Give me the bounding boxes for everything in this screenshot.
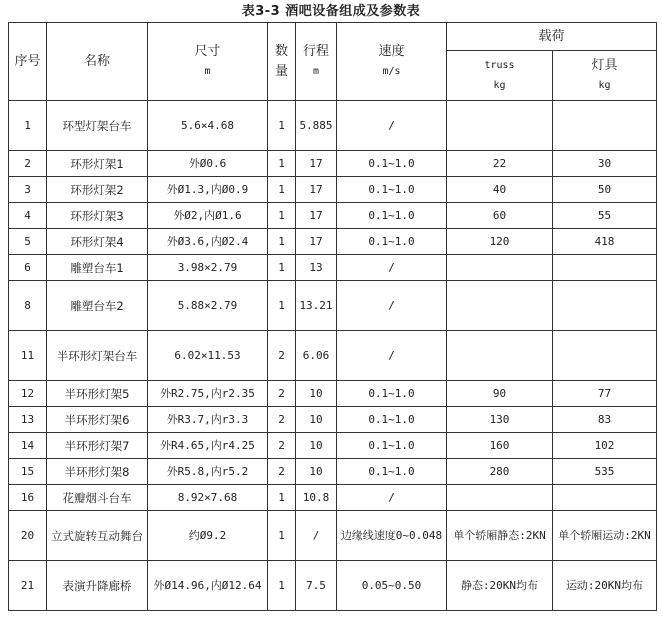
cell-travel: 17 — [296, 151, 337, 177]
header-lights-label: 灯具 — [591, 57, 618, 73]
cell-name: 雕塑台车1 — [47, 255, 148, 281]
cell-seq: 8 — [9, 281, 47, 331]
cell-lights: 102 — [553, 433, 657, 459]
cell-qty: 1 — [268, 561, 296, 611]
cell-qty: 1 — [268, 151, 296, 177]
cell-lights: 77 — [553, 381, 657, 407]
cell-qty: 2 — [268, 381, 296, 407]
table-row — [9, 459, 657, 485]
table-row — [9, 177, 657, 203]
cell-size: 外R4.65,内r4.25 — [148, 433, 268, 459]
cell-travel: 17 — [296, 229, 337, 255]
cell-truss — [447, 485, 553, 511]
cell-size: 6.02×11.53 — [148, 331, 268, 381]
cell-lights — [553, 485, 657, 511]
cell-name: 半环形灯架7 — [47, 433, 148, 459]
cell-speed: 0.1~1.0 — [337, 381, 447, 407]
table-row — [9, 407, 657, 433]
cell-qty: 1 — [268, 229, 296, 255]
cell-truss: 90 — [447, 381, 553, 407]
header-travel-unit: m — [312, 65, 320, 77]
cell-size: 3.98×2.79 — [148, 255, 268, 281]
cell-travel: 13.21 — [296, 281, 337, 331]
cell-size: 外Ø0.6 — [148, 151, 268, 177]
cell-name: 环形灯架4 — [47, 229, 148, 255]
header-size-unit: m — [204, 65, 211, 77]
table-row — [9, 381, 657, 407]
cell-lights: 535 — [553, 459, 657, 485]
cell-qty: 2 — [268, 331, 296, 381]
cell-seq: 3 — [9, 177, 47, 203]
cell-speed: 0.1~1.0 — [337, 203, 447, 229]
cell-speed: 0.1~1.0 — [337, 151, 447, 177]
cell-name: 环型灯架台车 — [47, 101, 148, 151]
table-body — [9, 101, 657, 611]
cell-travel: 6.06 — [296, 331, 337, 381]
cell-seq: 14 — [9, 433, 47, 459]
cell-size: 外R3.7,内r3.3 — [148, 407, 268, 433]
table-row — [9, 281, 657, 331]
cell-size: 外Ø2,内Ø1.6 — [148, 203, 268, 229]
cell-lights: 83 — [553, 407, 657, 433]
cell-lights: 55 — [553, 203, 657, 229]
table-row — [9, 561, 657, 611]
header-lights — [553, 51, 657, 101]
table-row — [9, 511, 657, 561]
cell-size: 外Ø1.3,内Ø0.9 — [148, 177, 268, 203]
header-name: 名称 — [47, 23, 148, 101]
cell-qty: 2 — [268, 407, 296, 433]
cell-name: 环形灯架1 — [47, 151, 148, 177]
cell-truss — [447, 101, 553, 151]
cell-seq: 13 — [9, 407, 47, 433]
cell-seq: 16 — [9, 485, 47, 511]
cell-lights: 418 — [553, 229, 657, 255]
cell-travel: 7.5 — [296, 561, 337, 611]
cell-qty: 1 — [268, 177, 296, 203]
cell-qty: 2 — [268, 459, 296, 485]
cell-speed: 0.05~0.50 — [337, 561, 447, 611]
cell-seq: 4 — [9, 203, 47, 229]
cell-name: 半环形灯架台车 — [47, 331, 148, 381]
cell-truss: 静态:20KN均布 — [447, 561, 553, 611]
cell-speed: 0.1~1.0 — [337, 407, 447, 433]
cell-travel: 17 — [296, 177, 337, 203]
cell-truss: 160 — [447, 433, 553, 459]
header-truss — [447, 51, 553, 101]
equipment-table — [8, 22, 657, 611]
header-speed — [337, 23, 447, 101]
cell-lights — [553, 281, 657, 331]
table-row — [9, 433, 657, 459]
cell-travel: / — [296, 511, 337, 561]
table-row — [9, 255, 657, 281]
cell-travel: 10 — [296, 459, 337, 485]
cell-seq: 20 — [9, 511, 47, 561]
cell-seq: 11 — [9, 331, 47, 381]
table-row — [9, 101, 657, 151]
cell-travel: 10 — [296, 433, 337, 459]
cell-lights — [553, 255, 657, 281]
cell-speed: / — [337, 331, 447, 381]
cell-seq: 2 — [9, 151, 47, 177]
cell-travel: 17 — [296, 203, 337, 229]
cell-speed: 0.1~1.0 — [337, 433, 447, 459]
cell-qty: 1 — [268, 511, 296, 561]
cell-lights: 30 — [553, 151, 657, 177]
cell-speed: 0.1~1.0 — [337, 177, 447, 203]
cell-truss — [447, 255, 553, 281]
table-row — [9, 485, 657, 511]
cell-truss — [447, 331, 553, 381]
cell-qty: 1 — [268, 485, 296, 511]
header-lights-unit: kg — [598, 79, 611, 91]
table-caption: 表3-3 酒吧设备组成及参数表 — [241, 4, 421, 19]
cell-speed: 0.1~1.0 — [337, 459, 447, 485]
cell-speed: / — [337, 101, 447, 151]
cell-speed: 边缘线速度0~0.048 — [337, 511, 447, 561]
cell-size: 8.92×7.68 — [148, 485, 268, 511]
header-load: 载荷 — [447, 23, 657, 51]
cell-size: 外R2.75,内r2.35 — [148, 381, 268, 407]
cell-name: 环形灯架2 — [47, 177, 148, 203]
table-row — [9, 151, 657, 177]
header-truss-unit: kg — [493, 79, 506, 91]
cell-name: 半环形灯架8 — [47, 459, 148, 485]
cell-truss: 40 — [447, 177, 553, 203]
cell-name: 环形灯架3 — [47, 203, 148, 229]
table-row — [9, 229, 657, 255]
cell-qty: 1 — [268, 101, 296, 151]
cell-size: 5.88×2.79 — [148, 281, 268, 331]
cell-speed: 0.1~1.0 — [337, 229, 447, 255]
cell-seq: 6 — [9, 255, 47, 281]
cell-truss: 280 — [447, 459, 553, 485]
cell-truss: 22 — [447, 151, 553, 177]
cell-speed: / — [337, 485, 447, 511]
cell-seq: 5 — [9, 229, 47, 255]
cell-travel: 10 — [296, 381, 337, 407]
cell-truss: 60 — [447, 203, 553, 229]
cell-qty: 1 — [268, 203, 296, 229]
cell-seq: 1 — [9, 101, 47, 151]
cell-name: 雕塑台车2 — [47, 281, 148, 331]
cell-lights — [553, 101, 657, 151]
cell-name: 半环形灯架6 — [47, 407, 148, 433]
header-speed-unit: m/s — [382, 65, 401, 77]
table-row — [9, 331, 657, 381]
header-seq: 序号 — [9, 23, 47, 101]
cell-travel: 10.8 — [296, 485, 337, 511]
cell-travel: 13 — [296, 255, 337, 281]
cell-truss — [447, 281, 553, 331]
cell-lights: 50 — [553, 177, 657, 203]
cell-lights: 运动:20KN均布 — [553, 561, 657, 611]
cell-size: 外Ø14.96,内Ø12.64 — [148, 561, 268, 611]
cell-speed: / — [337, 281, 447, 331]
header-travel-label: 行程 — [302, 43, 329, 59]
cell-truss: 130 — [447, 407, 553, 433]
cell-truss: 120 — [447, 229, 553, 255]
cell-size: 外R5.8,内r5.2 — [148, 459, 268, 485]
cell-name: 花瓣烟斗台车 — [47, 485, 148, 511]
header-size — [148, 23, 268, 101]
cell-qty: 1 — [268, 255, 296, 281]
cell-name: 立式旋转互动舞台 — [47, 511, 148, 561]
header-speed-label: 速度 — [378, 43, 405, 59]
cell-size: 外Ø3.6,内Ø2.4 — [148, 229, 268, 255]
cell-speed: / — [337, 255, 447, 281]
header-truss-label: truss — [484, 59, 515, 71]
cell-lights: 单个轿厢运动:2KN — [553, 511, 657, 561]
cell-qty: 1 — [268, 281, 296, 331]
header-travel — [296, 23, 337, 101]
table-row — [9, 203, 657, 229]
cell-name: 半环形灯架5 — [47, 381, 148, 407]
cell-qty: 2 — [268, 433, 296, 459]
cell-travel: 10 — [296, 407, 337, 433]
cell-travel: 5.885 — [296, 101, 337, 151]
header-qty: 数量 — [268, 23, 296, 101]
cell-lights — [553, 331, 657, 381]
header-size-label: 尺寸 — [194, 43, 221, 59]
cell-seq: 12 — [9, 381, 47, 407]
cell-seq: 21 — [9, 561, 47, 611]
cell-truss: 单个轿厢静态:2KN — [447, 511, 553, 561]
cell-seq: 15 — [9, 459, 47, 485]
cell-size: 5.6×4.68 — [148, 101, 268, 151]
cell-name: 表演升降廊桥 — [47, 561, 148, 611]
cell-size: 约Ø9.2 — [148, 511, 268, 561]
